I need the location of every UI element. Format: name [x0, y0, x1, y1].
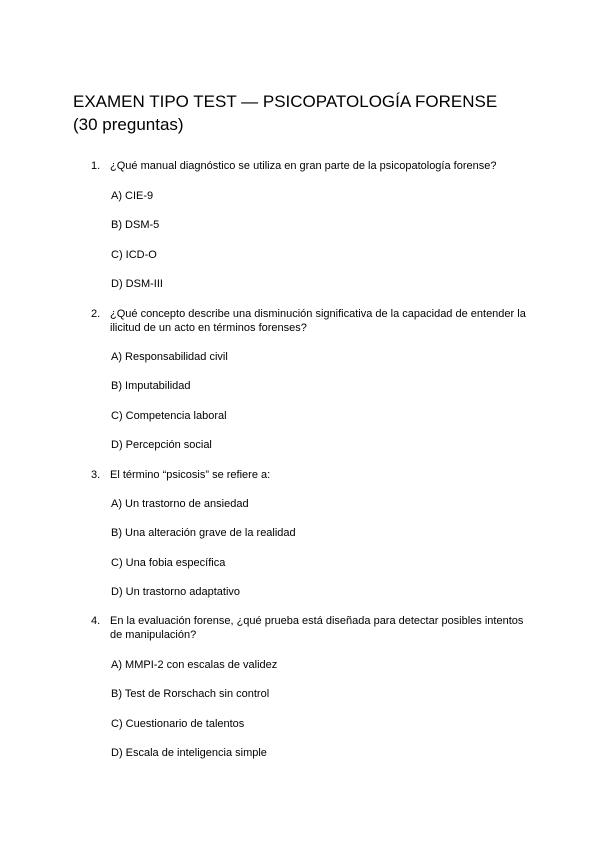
question-3	[91, 468, 531, 482]
question-number: 1.	[91, 160, 101, 172]
q2-option-d: D) Percepción social	[111, 439, 212, 451]
question-2	[91, 307, 531, 335]
question-text: ¿Qué concepto describe una disminución significativa de la capacidad de entender la ilicitud de un acto en términos forenses?	[110, 308, 526, 334]
question-number: 3.	[91, 469, 101, 481]
q4-option-b: B) Test de Rorschach sin control	[111, 688, 270, 700]
question-1	[91, 159, 531, 173]
exam-title-line-2: (30 preguntas)	[73, 115, 184, 134]
question-number: 2.	[91, 308, 101, 320]
q1-option-c: C) ICD-O	[111, 249, 157, 261]
q4-option-c: C) Cuestionario de talentos	[111, 718, 245, 730]
exam-title-line-1: EXAMEN TIPO TEST — PSICOPATOLOGÍA FORENSE	[73, 92, 498, 111]
question-number: 4.	[91, 615, 101, 627]
q2-option-a: A) Responsabilidad civil	[111, 351, 228, 363]
q4-option-d: D) Escala de inteligencia simple	[111, 747, 267, 759]
q3-option-d: D) Un trastorno adaptativo	[111, 586, 241, 598]
q1-option-d: D) DSM-III	[111, 278, 163, 290]
q3-option-c: C) Una fobia específica	[111, 557, 226, 569]
q3-option-b: B) Una alteración grave de la realidad	[111, 527, 296, 539]
question-text: El término “psicosis” se refiere a:	[110, 469, 271, 481]
q4-option-a: A) MMPI-2 con escalas de validez	[111, 659, 278, 671]
q2-option-b: B) Imputabilidad	[111, 380, 191, 392]
question-text: ¿Qué manual diagnóstico se utiliza en gran parte de la psicopatología forense?	[110, 160, 497, 172]
exam-title	[73, 90, 543, 136]
q3-option-a: A) Un trastorno de ansiedad	[111, 498, 249, 510]
question-4	[91, 614, 531, 642]
q2-option-c: C) Competencia laboral	[111, 410, 227, 422]
q1-option-b: B) DSM-5	[111, 219, 160, 231]
q1-option-a: A) CIE-9	[111, 190, 154, 202]
question-text: En la evaluación forense, ¿qué prueba está diseñada para detectar posibles intentos de manipulación?	[110, 615, 524, 641]
